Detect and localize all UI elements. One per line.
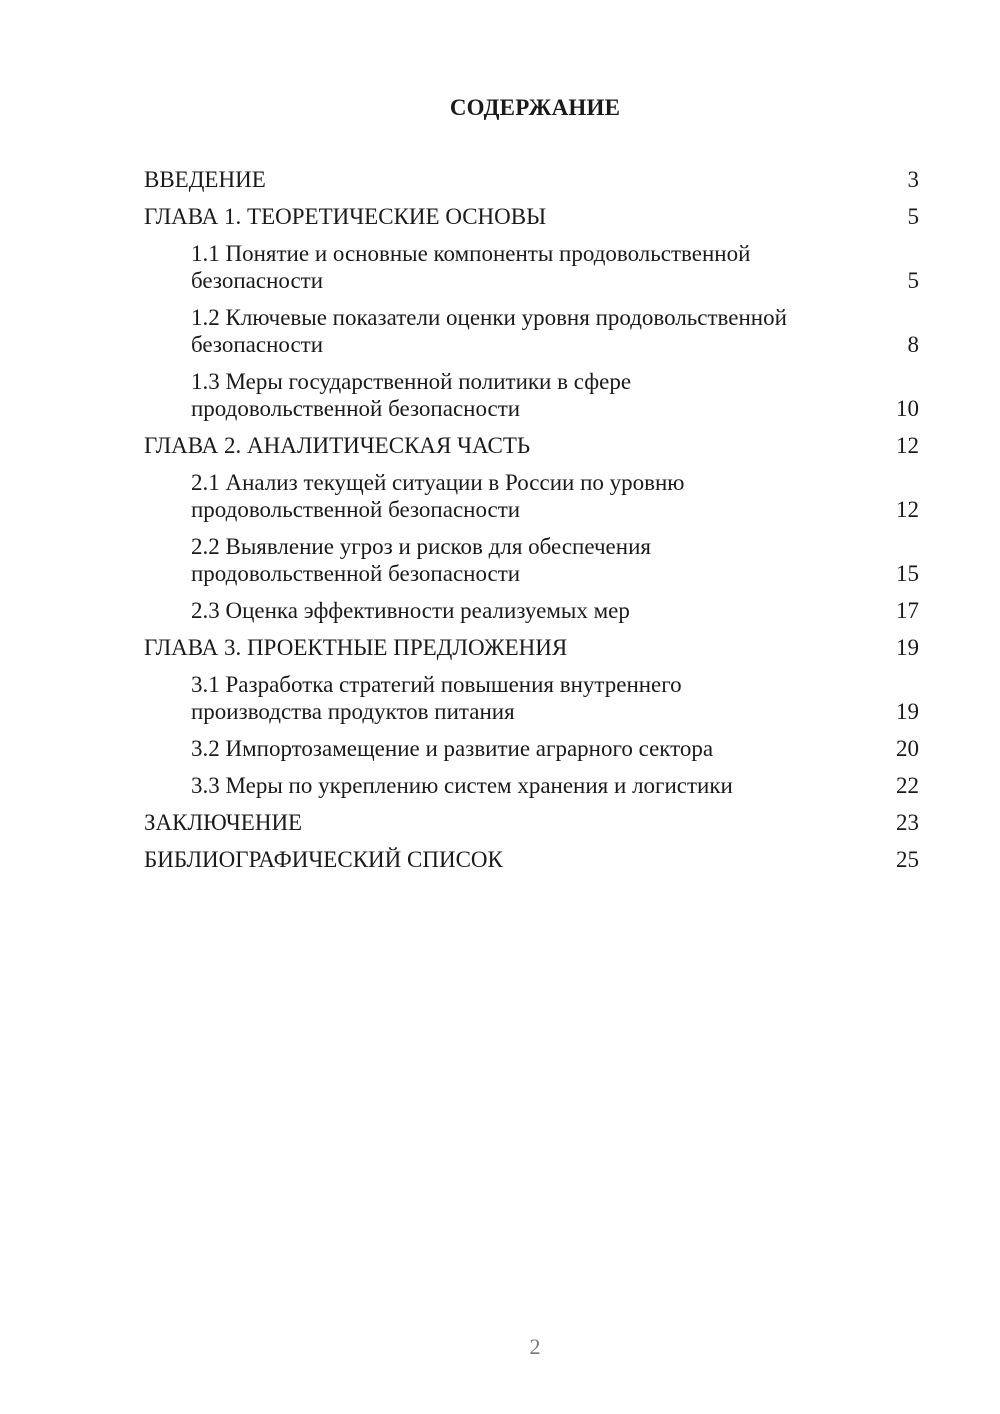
toc-entry-page: 8 <box>907 332 919 357</box>
toc-entry-title: 3.2 Импортозамещение и развитие аграрного сектора <box>191 736 714 761</box>
toc-entry-title: 2.3 Оценка эффективности реализуемых мер <box>191 598 630 623</box>
toc-entry-chapter-3[interactable] <box>144 634 919 661</box>
toc-entry-page: 19 <box>896 699 919 724</box>
toc-entry-title: ГЛАВА 2. АНАЛИТИЧЕСКАЯ ЧАСТЬ <box>144 433 531 458</box>
toc-entry-page: 22 <box>896 773 919 798</box>
toc-entry-introduction[interactable] <box>144 166 919 193</box>
toc-entry-page: 20 <box>896 736 919 761</box>
toc-entry-section-2-2[interactable] <box>144 533 919 587</box>
toc-entry-page: 19 <box>896 635 919 660</box>
page-number: 2 <box>529 1334 541 1359</box>
toc-entry-page: 3 <box>907 167 919 192</box>
toc-entry-section-3-2[interactable] <box>144 735 919 762</box>
toc-entry-page: 5 <box>907 204 919 229</box>
toc-entry-title: ГЛАВА 3. ПРОЕКТНЫЕ ПРЕДЛОЖЕНИЯ <box>144 635 568 660</box>
toc-entry-title: 2.2 Выявление угроз и рисков для обеспечения продовольственной безопасности <box>191 534 651 586</box>
toc-entry-section-1-3[interactable] <box>144 368 919 422</box>
toc-entry-section-1-2[interactable] <box>144 304 919 358</box>
toc-entry-title: 1.1 Понятие и основные компоненты продовольственной безопасности <box>191 241 751 293</box>
toc-entry-title: ГЛАВА 1. ТЕОРЕТИЧЕСКИЕ ОСНОВЫ <box>144 204 547 229</box>
toc-entry-title: БИБЛИОГРАФИЧЕСКИЙ СПИСОК <box>144 847 503 872</box>
toc-entry-section-1-1[interactable] <box>144 240 919 294</box>
table-of-contents <box>144 166 919 883</box>
toc-entry-page: 25 <box>896 847 919 872</box>
toc-entry-title: 1.2 Ключевые показатели оценки уровня продовольственной безопасности <box>191 305 787 357</box>
page-title: СОДЕРЖАНИЕ <box>449 95 621 120</box>
toc-entry-conclusion[interactable] <box>144 809 919 836</box>
toc-entry-page: 12 <box>896 497 919 522</box>
toc-entry-page: 12 <box>896 433 919 458</box>
toc-entry-chapter-1[interactable] <box>144 203 919 230</box>
toc-entry-title: ЗАКЛЮЧЕНИЕ <box>144 810 303 835</box>
toc-entry-page: 23 <box>896 810 919 835</box>
toc-entry-title: 3.1 Разработка стратегий повышения внутреннего производства продуктов питания <box>191 672 682 724</box>
toc-entry-title: 2.1 Анализ текущей ситуации в России по уровню продовольственной безопасности <box>191 470 685 522</box>
toc-entry-page: 10 <box>896 396 919 421</box>
toc-entry-page: 5 <box>907 268 919 293</box>
toc-entry-section-2-1[interactable] <box>144 469 919 523</box>
toc-entry-bibliography[interactable] <box>144 846 919 873</box>
toc-entry-page: 15 <box>896 561 919 586</box>
toc-entry-chapter-2[interactable] <box>144 432 919 459</box>
toc-entry-title: ВВЕДЕНИЕ <box>144 167 266 192</box>
toc-entry-title: 3.3 Меры по укреплению систем хранения и логистики <box>191 773 733 798</box>
toc-entry-page: 17 <box>896 598 919 623</box>
toc-entry-section-3-1[interactable] <box>144 671 919 725</box>
toc-entry-section-2-3[interactable] <box>144 597 919 624</box>
toc-entry-section-3-3[interactable] <box>144 772 919 799</box>
toc-entry-title: 1.3 Меры государственной политики в сфере продовольственной безопасности <box>191 369 632 421</box>
